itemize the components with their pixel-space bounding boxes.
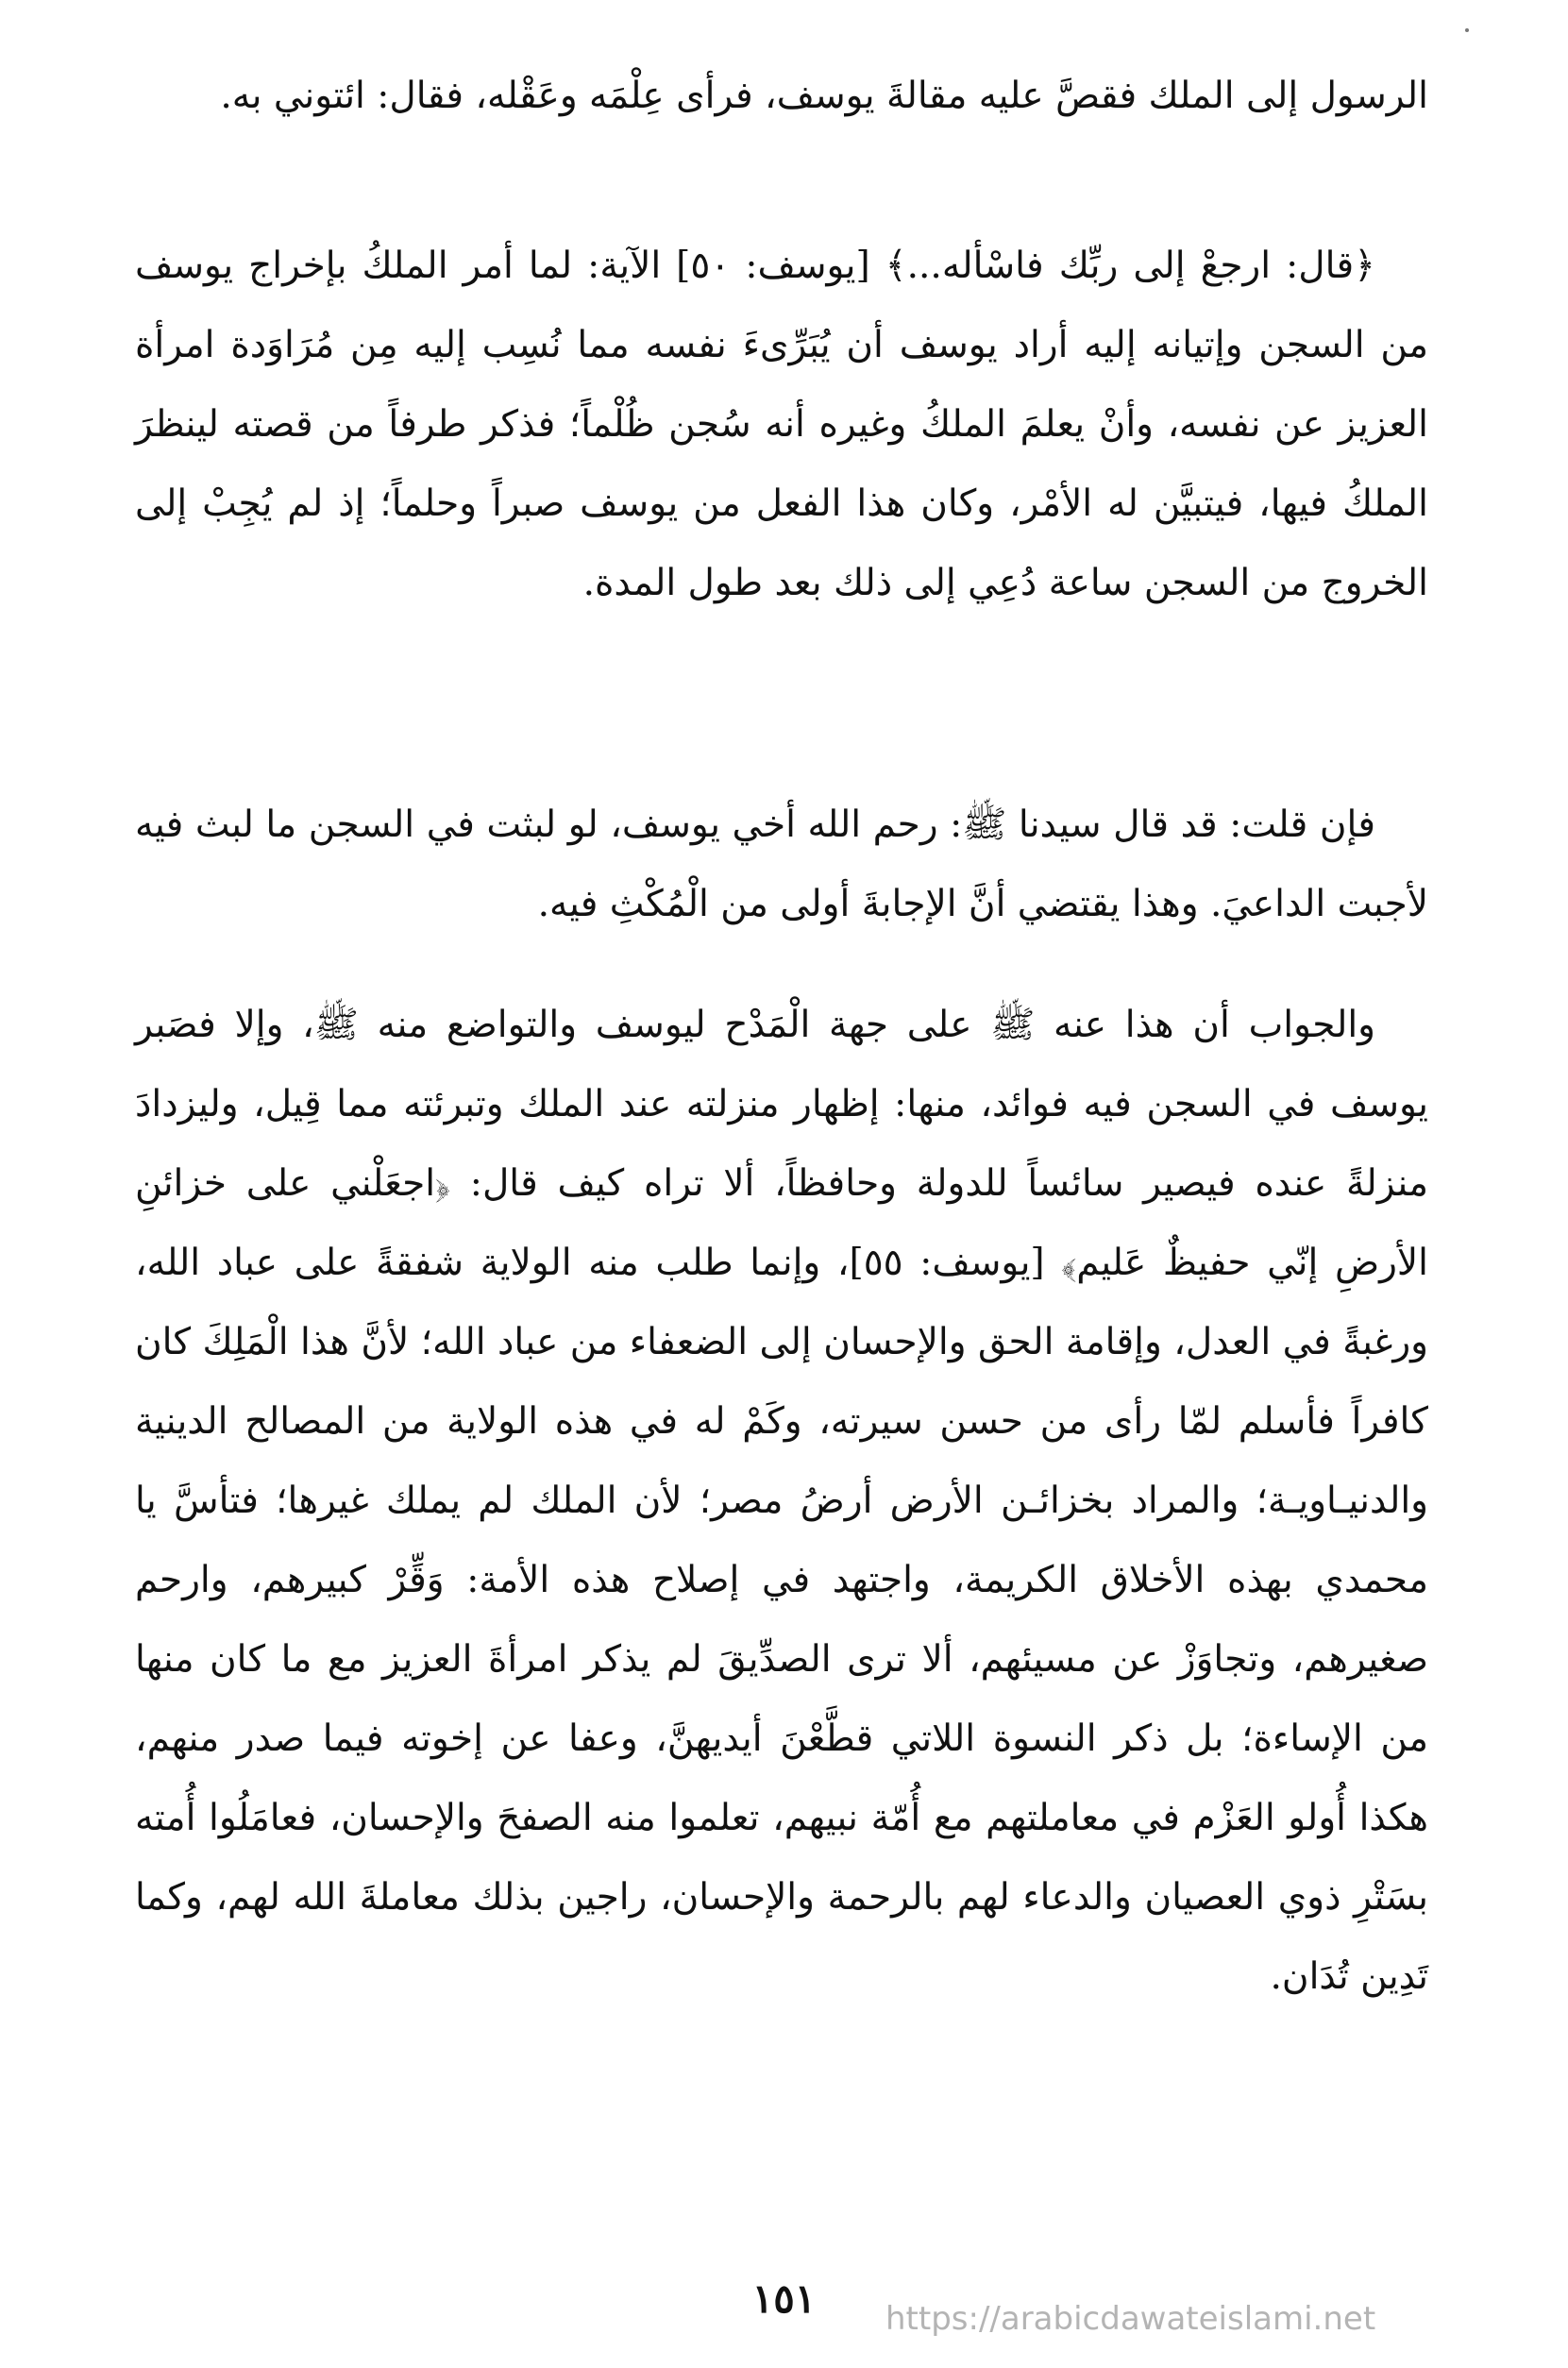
watermark-url: https://arabicdawateislami.net	[885, 2300, 1376, 2338]
paragraph-2-text: ﴿قال: ارجعْ إلى ربِّك فاسْأله...﴾ [يوسف: ٥٠] الآية: لما أمر الملكُ بإخراج يوسف من السجن وإتيانه إليه أراد يوسف أن يُبَرِّىءَ نفسه مما نُسِب إليه مِن مُرَاوَدة امرأة العزيز عن نفسه، وأنْ يعلمَ الملكُ وغيره أنه سُجن ظُلْماً؛ فذكر طرفاً من قصته لينظرَ الملكُ فيها، فيتبيَّن له الأمْر، وكان هذا الفعل من يوسف صبراً وحلماً؛ إذ لم يُجِبْ إلى الخروج من السجن ساعة دُعِي إلى ذلك بعد طول المدة.	[135, 245, 1429, 604]
page-number: ١٥١	[751, 2275, 817, 2322]
paragraph-1-text: الرسول إلى الملك فقصَّ عليه مقالةَ يوسف، فرأى عِلْمَه وعَقْله، فقال: ائتوني به.	[220, 75, 1428, 117]
paragraph-continuation	[135, 57, 1428, 136]
paragraph-4-text: والجواب أن هذا عنه ﷺ على جهة الْمَدْح ليوسف والتواضع منه ﷺ، وإلا فصَبر يوسف في السجن فيه فوائد، منها: إظهار منزلته عند الملك وتبرئته مما قِيل، وليزدادَ منزلةً عنده فيصير سائساً للدولة وحافظاً، ألا تراه كيف قال: ﴿اجعَلْني على خزائنِ الأرضِ إنّي حفيظٌ عَليم﴾ [يوسف: ٥٥]، وإنما طلب منه الولاية شفقةً على عباد الله، ورغبةً في العدل، وإقامة الحق والإحسان إلى الضعفاء من عباد الله؛ لأنَّ هذا الْمَلِكَ كان كافراً فأسلم لمّا رأى من حسن سيرته، وكَمْ له في هذه الولاية من المصالح الدينية والدنيـاويـة؛ والمراد بخزائـن الأرض أرضُ مصر؛ لأن الملك لم يملك غيرها؛ فتأسَّ يا محمدي بهذه الأخلاق الكريمة، واجتهد في إصلاح هذه الأمة: وَقِّرْ كبيرهم، وارحم صغيرهم، وتجاوَزْ عن مسيئهم، ألا ترى الصدِّيقَ لم يذكر امرأةَ العزيز مع ما كان منها من الإساءة؛ بل ذكر النسوة اللاتي قطَّعْنَ أيديهنَّ، وعفا عن إخوته فيما صدر منهم، هكذا أُولو العَزْم في معاملتهم مع أُمّة نبيهم، تعلموا منه الصفحَ والإحسان، فعامَلُوا أُمته بسَتْرِ ذوي العصيان والدعاء لهم بالرحمة والإحسان، راجين بذلك معاملةَ الله لهم، وكما تَدِين تُدَان.	[135, 1004, 1429, 1998]
scan-speck	[1465, 28, 1469, 32]
paragraph-3-text: فإن قلت: قد قال سيدنا ﷺ: رحم الله أخي يوسف، لو لبثت في السجن ما لبث فيه لأجبت الداعيَ. وهذا يقتضي أنَّ الإجابةَ أولى من الْمُكْثِ فيه.	[135, 803, 1428, 925]
paragraph-answer	[135, 986, 1428, 2017]
paragraph-yusuf-50	[135, 227, 1428, 623]
paragraph-question	[135, 786, 1428, 944]
